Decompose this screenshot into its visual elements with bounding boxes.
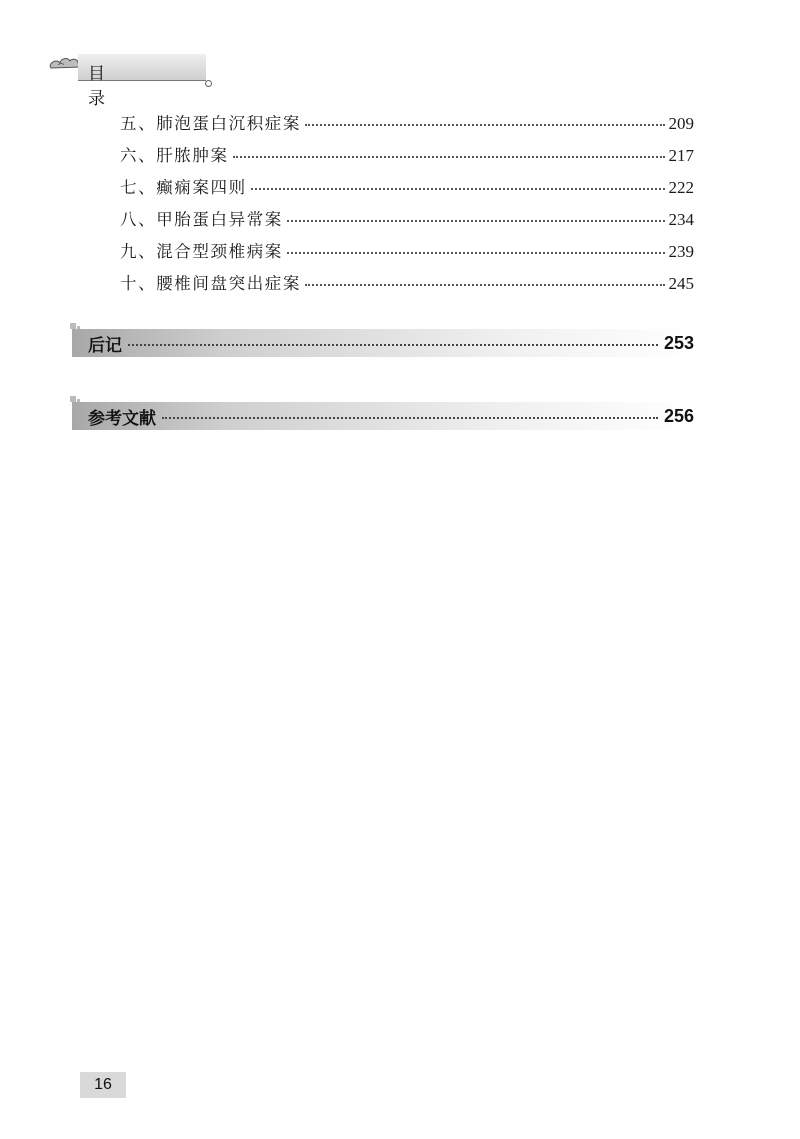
corner-ornament bbox=[77, 326, 80, 329]
toc-list bbox=[120, 110, 694, 302]
section-heading-references[interactable] bbox=[72, 402, 694, 430]
section-heading-afterword[interactable] bbox=[72, 329, 694, 357]
dot-leader bbox=[305, 124, 665, 126]
section-page: 256 bbox=[663, 405, 694, 426]
section-title: 参考文献 bbox=[88, 408, 156, 429]
toc-entry-page: 217 bbox=[668, 146, 694, 165]
toc-entry[interactable] bbox=[120, 206, 694, 238]
toc-entry[interactable] bbox=[120, 174, 694, 206]
dot-leader bbox=[162, 417, 658, 419]
toc-entry-page: 239 bbox=[668, 242, 694, 261]
corner-ornament bbox=[77, 399, 80, 402]
page-header bbox=[48, 50, 182, 109]
toc-entry-title: 七、癫痫案四则 bbox=[120, 178, 247, 197]
toc-entry-page: 234 bbox=[668, 210, 694, 229]
dot-leader bbox=[233, 156, 665, 158]
toc-entry[interactable] bbox=[120, 110, 694, 142]
toc-entry[interactable] bbox=[120, 142, 694, 174]
corner-ornament bbox=[70, 323, 76, 329]
toc-entry-page: 222 bbox=[668, 178, 694, 197]
section-page: 253 bbox=[663, 332, 694, 353]
dot-leader bbox=[251, 188, 665, 190]
header-title: 目 录 bbox=[88, 64, 182, 109]
dot-leader bbox=[287, 220, 665, 222]
toc-entry-page: 245 bbox=[668, 274, 694, 293]
dot-leader bbox=[305, 284, 665, 286]
toc-entry[interactable] bbox=[120, 270, 694, 302]
section-title: 后记 bbox=[88, 335, 122, 356]
header-dot-icon bbox=[205, 80, 212, 87]
toc-entry-page: 209 bbox=[668, 114, 694, 133]
page-number: 16 bbox=[80, 1072, 126, 1098]
dot-leader bbox=[287, 252, 665, 254]
corner-ornament bbox=[70, 396, 76, 402]
toc-entry-title: 五、肺泡蛋白沉积症案 bbox=[120, 114, 301, 133]
toc-entry-title: 六、肝脓肿案 bbox=[120, 146, 229, 165]
toc-entry[interactable] bbox=[120, 238, 694, 270]
toc-entry-title: 十、腰椎间盘突出症案 bbox=[120, 274, 301, 293]
toc-entry-title: 八、甲胎蛋白异常案 bbox=[120, 210, 283, 229]
toc-entry-title: 九、混合型颈椎病案 bbox=[120, 242, 283, 261]
dot-leader bbox=[128, 344, 658, 346]
